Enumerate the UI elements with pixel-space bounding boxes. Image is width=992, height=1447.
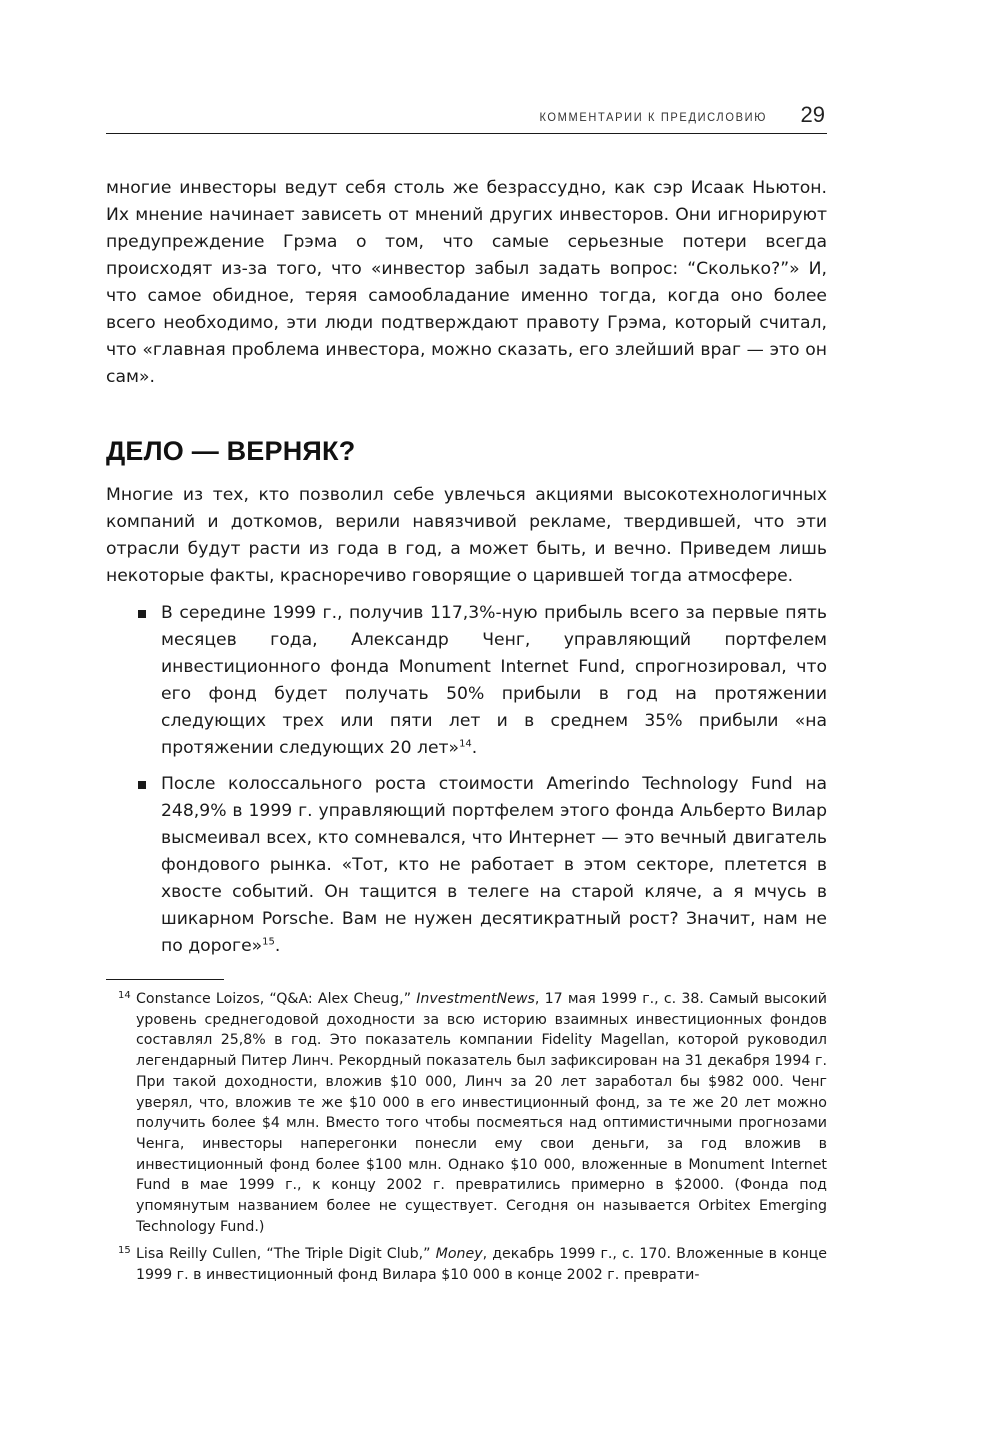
footnote-number: 14 bbox=[118, 990, 131, 1001]
page-number: 29 bbox=[800, 102, 825, 127]
footnote-body: , 17 мая 1999 г., с. 38. Самый высокий уровень среднегодовой доходности за всю историю взаимных инвестиционных фондов составлял 25,8% в год. Это показатель компании Fidelity Magellan, которой руководил легендарный Питер Линч. Рекордный показатель был зафиксирован на 31 декабря 1994 г. При такой доходности, вложив $10 000, Линч за 20 лет заработал бы $982 000. Ченг уверял, что, вложив те же $10 000 в его инвестиционный фонд, за те же 20 лет можно получить более $4 млн. Вместо того чтобы посмеяться над оптимистичными прогнозами Ченга, инвесторы наперегонки понесли ему свои деньги, за год вложив в инвестиционный фонд более $100 млн. Однако $10 000, вложенные в Monument Internet Fund в мае 1999 г., к концу 2002 г. превратились примерно в $2000. (Фонда под упомянутым названием более не существует. Сегодня он называется Orbitex Emerging Technology Fund.) bbox=[136, 991, 827, 1235]
footnote-source: Money bbox=[435, 1246, 483, 1262]
running-header bbox=[106, 101, 827, 134]
footnote-source: InvestmentNews bbox=[416, 991, 535, 1007]
footnote-ref[interactable]: 14 bbox=[459, 738, 472, 750]
bullet-text: В середине 1999 г., получив 117,3%-ную прибыль всего за первые пять месяцев года, Александр Ченг, управляющий портфелем инвестиционного фонда Monument Internet Fund, спрогнозировал, что его фонд будет получать 50% прибыли в год на протяжении следующих трех или пяти лет и в среднем 35% прибыли «на протяжении следующих 20 лет» bbox=[161, 603, 827, 758]
footnote-ref[interactable]: 15 bbox=[262, 936, 275, 948]
section-heading: ДЕЛО — ВЕРНЯК? bbox=[106, 436, 356, 466]
square-bullet-icon bbox=[138, 610, 146, 618]
lead-paragraph: Многие из тех, кто позволил себе увлечься акциями высокотехнологичных компаний и доткомов, верили навязчивой рекламе, твердившей, что эти отрасли будут расти из года в год, а может быть, и вечно. Приведем лишь некоторые факты, красноречиво говорящие о царившей тогда атмосфере. bbox=[106, 485, 827, 586]
list-item bbox=[106, 771, 827, 960]
footnote-lead: Constance Loizos, “Q&A: Alex Cheug,” bbox=[136, 991, 417, 1007]
list-item bbox=[106, 600, 827, 762]
footnote-divider bbox=[106, 979, 224, 980]
running-title: КОММЕНТАРИИ К ПРЕДИСЛОВИЮ bbox=[539, 110, 767, 124]
footnote bbox=[106, 989, 827, 1237]
footnote-body: , декабрь 1999 г., с. 170. Вложенные в конце 1999 г. в инвестиционный фонд Вилара $10 000 в конце 2002 г. преврати- bbox=[136, 1246, 827, 1283]
bullet-list bbox=[106, 600, 827, 960]
footnote bbox=[106, 1244, 827, 1285]
footnote-lead: Lisa Reilly Cullen, “The Triple Digit Club,” bbox=[136, 1246, 436, 1262]
intro-paragraph: многие инвесторы ведут себя столь же безрассудно, как сэр Исаак Ньютон. Их мнение начинает зависеть от мнений других инвесторов. Они игнорируют предупреждение Грэма о том, что самые серьезные потери всегда происходят из-за того, что «инвестор забыл задать вопрос: “Сколько?”» И, что самое обидное, теряя самообладание именно тогда, когда оно более всего необходимо, эти люди подтверждают правоту Грэма, который считал, что «главная проблема инвестора, можно сказать, его злейший враг — это он сам». bbox=[106, 178, 827, 387]
bullet-tail: . bbox=[274, 936, 281, 956]
square-bullet-icon bbox=[138, 781, 146, 789]
footnote-number: 15 bbox=[118, 1245, 131, 1256]
bullet-text: После колоссального роста стоимости Amerindo Technology Fund на 248,9% в 1999 г. управляющий портфелем этого фонда Альберто Вилар высмеивал всех, кто сомневался, что Интернет — это вечный двигатель фондового рынка. «Тот, кто не работает в этом секторе, плетется в хвосте событий. Он тащится в телеге на старой кляче, а я мчусь в шикарном Porsche. Вам не нужен десятикратный рост? Значит, нам не по дороге» bbox=[161, 774, 827, 956]
bullet-tail: . bbox=[471, 738, 478, 758]
